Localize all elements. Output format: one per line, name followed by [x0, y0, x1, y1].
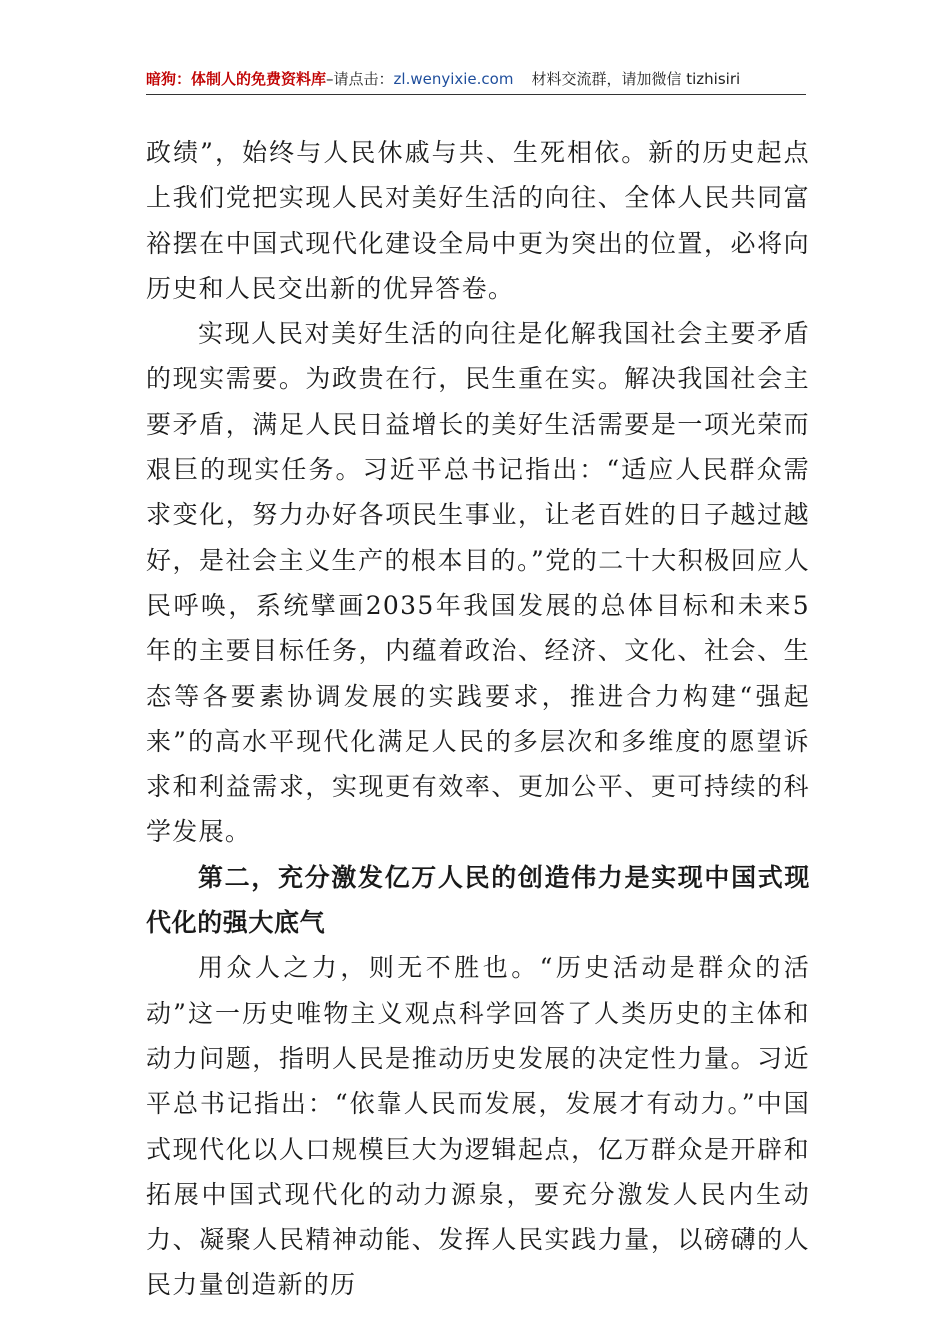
paragraph-people-aspiration: 实现人民对美好生活的向往是化解我国社会主要矛盾的现实需要。为政贵在行，民生重在实。解决我国社会主要矛盾，满足人民日益增长的美好生活需要是一项光荣而艰巨的现实任务。习近平总书记指出：“适应人民群众需求变化，努力办好各项民生事业，让老百姓的日子越过越好，是社会主义生产的根本目的。”党的二十大积极回应人民呼唤，系统擘画2035年我国发展的总体目标和未来5年的主要目标任务，内蕴着政治、经济、文化、社会、生态等各要素协调发展的实践要求，推进合力构建“强起来”的高水平现代化满足人民的多层次和多维度的愿望诉求和利益需求，实现更有效率、更加公平、更可持续的科学发展。 — [146, 319, 810, 847]
page-header — [146, 64, 806, 95]
header-cta: –请点击： — [326, 70, 394, 88]
document-body — [146, 130, 810, 1308]
section-heading-second: 第二，充分激发亿万人民的创造伟力是实现中国式现代化的强大底气 — [146, 862, 810, 938]
paragraph-people-power: 用众人之力，则无不胜也。“历史活动是群众的活动”这一历史唯物主义观点科学回答了人类历史的主体和动力问题，指明人民是推动历史发展的决定性力量。习近平总书记指出：“依靠人民而发展，发展才有动力。”中国式现代化以人口规模巨大为逻辑起点，亿万群众是开辟和拓展中国式现代化的动力源泉，要充分激发人民内生动力、凝聚人民精神动能、发挥人民实践力量，以磅礴的人民力量创造新的历 — [146, 953, 810, 1300]
header-link[interactable]: zl.wenyixie.com — [393, 70, 514, 88]
header-brand: 暗狗：体制人的免费资料库 — [146, 70, 327, 88]
paragraph-continued: 政绩”，始终与人民休戚与共、生死相依。新的历史起点上我们党把实现人民对美好生活的向往、全体人民共同富裕摆在中国式现代化建设全局中更为突出的位置，必将向历史和人民交出新的优异答卷。 — [146, 138, 810, 303]
header-note: 材料交流群，请加微信 tizhisiri — [531, 70, 741, 88]
